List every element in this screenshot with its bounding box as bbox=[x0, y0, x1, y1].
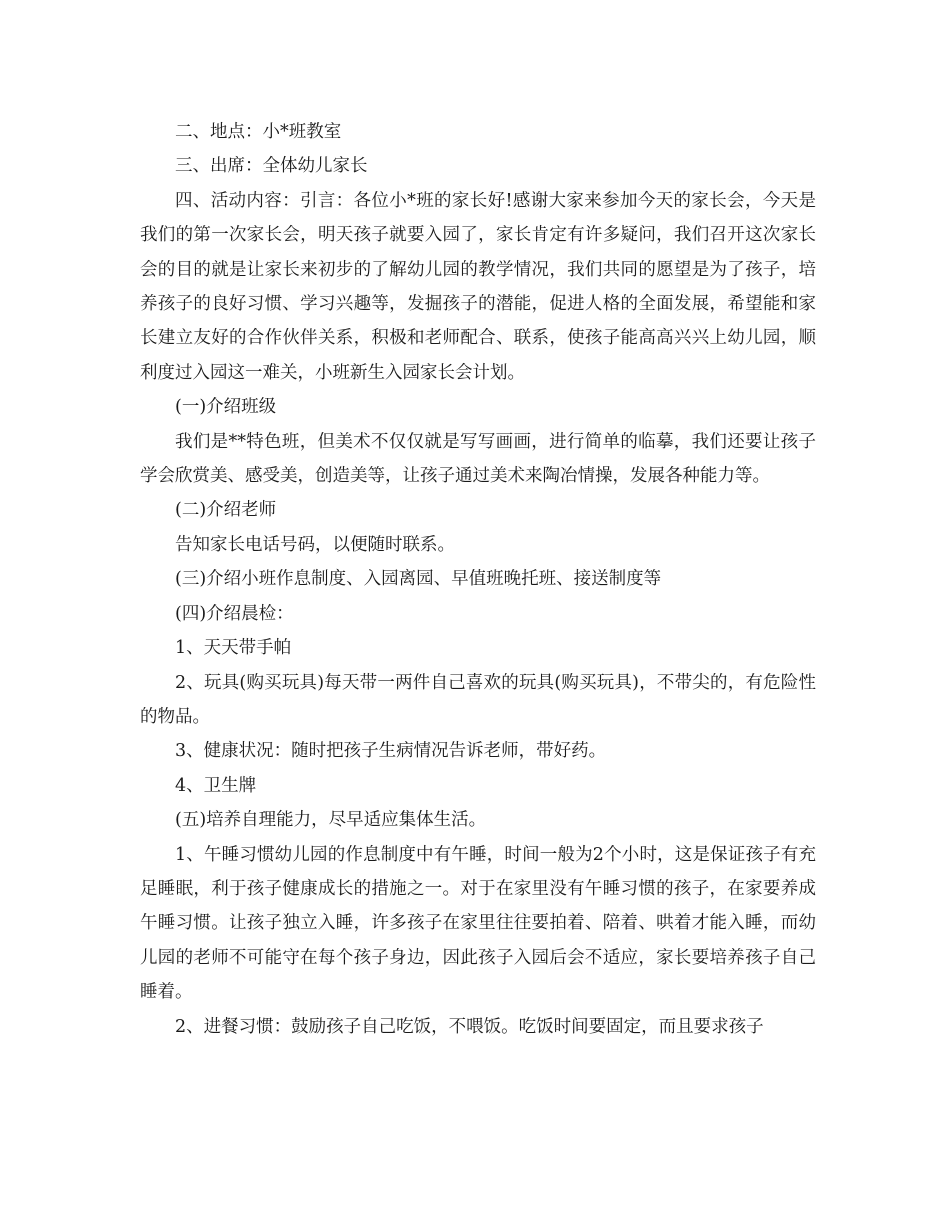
list-item-hygiene-card: 4、卫生牌 bbox=[175, 775, 257, 796]
list-item-toys: 2、玩具(购买玩具)每天带一两件自己喜欢的玩具(购买玩具)，不带尖的，有危险性的物品。 bbox=[140, 672, 816, 727]
list-item-health: 3、健康状况：随时把孩子生病情况告诉老师，带好药。 bbox=[175, 741, 607, 762]
heading-introduce-class: (一)介绍班级 bbox=[175, 397, 277, 418]
paragraph-attendees: 三、出席：全体幼儿家长 bbox=[175, 156, 368, 177]
paragraph-location: 二、地点：小*班教室 bbox=[175, 122, 342, 142]
list-item-handkerchief: 1、天天带手帕 bbox=[175, 638, 292, 659]
heading-introduce-teacher: (二)介绍老师 bbox=[175, 500, 277, 521]
list-item-eating-habit: 2、进餐习惯：鼓励孩子自己吃饭，不喂饭。吃饭时间要固定，而且要求孩子 bbox=[175, 1016, 764, 1037]
heading-morning-check: (四)介绍晨检： bbox=[175, 603, 294, 624]
heading-schedule-system: (三)介绍小班作息制度、入园离园、早值班晚托班、接送制度等 bbox=[175, 569, 662, 590]
paragraph-class-description: 我们是**特色班，但美术不仅仅就是写写画画，进行简单的临摹，我们还要让孩子学会欣赏美、感受美，创造美等，让孩子通过美术来陶冶情操，发展各种能力等。 bbox=[140, 431, 816, 487]
heading-self-care: (五)培养自理能力，尽早适应集体生活。 bbox=[175, 810, 487, 831]
paragraph-activity-content: 四、活动内容：引言：各位小*班的家长好!感谢大家来参加今天的家长会，今天是我们的第一次家长会，明天孩子就要入园了，家长肯定有许多疑问，我们召开这次家长会的目的就是让家长来初步的了解幼儿园的教学情况，我们共同的愿望是为了孩子，培养孩子的良好习惯、学习兴趣等，发掘孩子的潜能，促进人格的全面发展，希望能和家长建立友好的合作伙伴关系，积极和老师配合、联系，使孩子能高高兴兴上幼儿园，顺利度过入园这一难关，小班新生入园家长会计划。 bbox=[140, 190, 816, 383]
document-body bbox=[140, 115, 816, 1044]
list-item-nap-habit: 1、午睡习惯幼儿园的作息制度中有午睡，时间一般为2个小时，这是保证孩子有充足睡眠，利于孩子健康成长的措施之一。对于在家里没有午睡习惯的孩子，在家要养成午睡习惯。让孩子独立入睡，许多孩子在家里往往要拍着、陪着、哄着才能入睡，而幼儿园的老师不可能守在每个孩子身边，因此孩子入园后会不适应，家长要培养孩子自己睡着。 bbox=[140, 844, 816, 1003]
paragraph-teacher-contact: 告知家长电话号码，以便随时联系。 bbox=[175, 534, 455, 555]
